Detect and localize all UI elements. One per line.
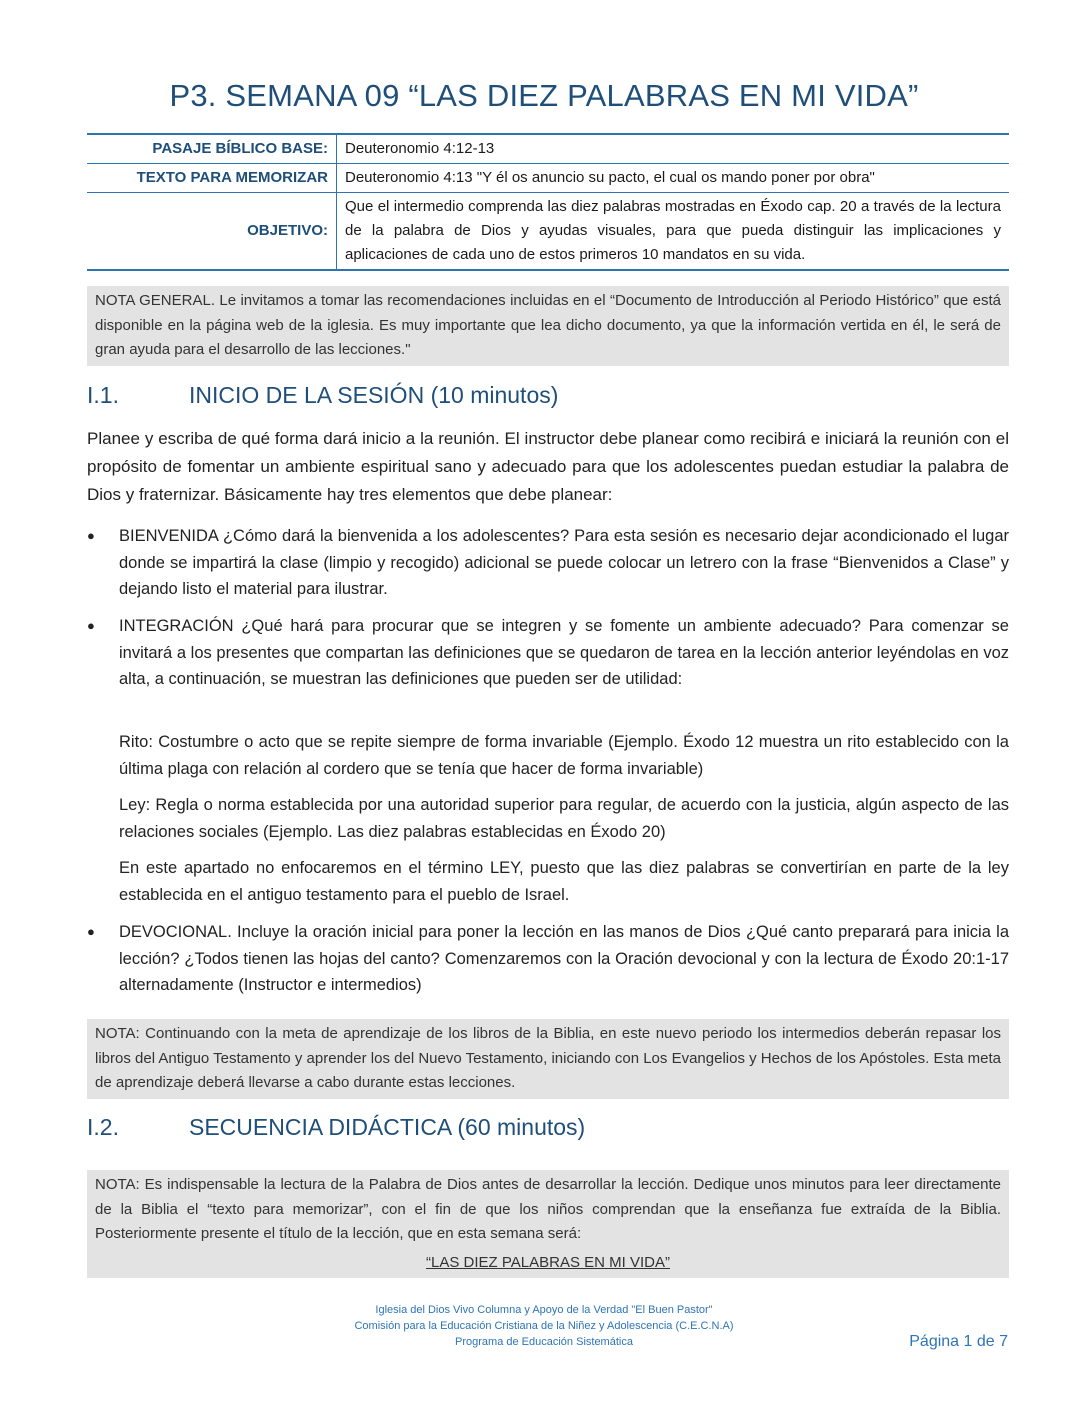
table-row: [87, 193, 1009, 271]
bullet-devotional: DEVOCIONAL. Incluye la oración inicial para poner la lección en las manos de Dios ¿Qué canto preparará para inicia la lección? ¿Todos tienen las hojas del canto? Comenzaremos con la Oración devocional y con la lectura de Éxodo 20:1-17 alternadamente (Instructor e intermedios): [119, 923, 1009, 994]
definition-term: Rito: [119, 733, 149, 751]
general-note: NOTA GENERAL. Le invitamos a tomar las recomendaciones incluidas en el “Documento de Introducción al Periodo Histórico” que está disponible en la página web de la iglesia. Es muy importante que lea dicho documento, ya que la información vertida en él, le será de gran ayuda para el desarrollo de las lecciones.": [87, 286, 1009, 366]
table-row: [87, 164, 1009, 193]
section-title: SECUENCIA DIDÁCTICA (60 minutos): [189, 1114, 586, 1140]
page-number: Página 1 de 7: [909, 1333, 1008, 1350]
bullet-welcome: BIENVENIDA ¿Cómo dará la bienvenida a los adolescentes? Para esta sesión es necesario dejar acondicionado el lugar donde se impartirá la clase (limpio y recogido) adicional se puede colocar un letrero con la frase “Bienvenidos a Clase” y dejando listo el material para ilustrar.: [119, 527, 1009, 598]
bullet-icon: ●: [87, 618, 95, 633]
section-number: I.1.: [87, 382, 119, 408]
page-title: P3. SEMANA 09 “LAS DIEZ PALABRAS EN MI VIDA”: [169, 78, 919, 113]
definition-text: : Regla o norma establecida por una autoridad superior para regular, de acuerdo con la justicia, algún aspecto de las relaciones sociales (Ejemplo. Las diez palabras establecidas en Éxodo 20): [119, 796, 1009, 841]
books-note: NOTA: Continuando con la meta de aprendizaje de los libros de la Biblia, en este nuevo periodo los intermedios deberán repasar los libros del Antiguo Testamento y aprender los del Nuevo Testamento, iniciando con Los Evangelios y Hechos de los Apóstoles. Esta meta de aprendizaje deberá llevarse a cabo durante estas lecciones.: [87, 1019, 1009, 1099]
bullet-icon: ●: [87, 924, 95, 939]
table-row: [87, 134, 1009, 164]
lesson-title: “LAS DIEZ PALABRAS EN MI VIDA”: [426, 1253, 670, 1271]
focus-paragraph: En este apartado no enfocaremos en el término LEY, puesto que las diez palabras se convertirían en parte de la ley establecida en el antiguo testamento para el pueblo de Israel.: [119, 859, 1009, 904]
bullet-icon: ●: [87, 528, 95, 543]
section-heading-2: [87, 1114, 585, 1141]
section-number: I.2.: [87, 1114, 119, 1140]
definition-ley: [119, 792, 1009, 845]
list-item: [87, 613, 1009, 693]
list-item: [87, 919, 1009, 999]
info-value-passage: Deuteronomio 4:12-13: [345, 140, 495, 157]
footer-line: Programa de Educación Sistemática: [455, 1336, 633, 1348]
list-item: [87, 523, 1009, 603]
info-label-memorize: TEXTO PARA MEMORIZAR: [87, 164, 337, 193]
section-heading-1: [87, 382, 558, 409]
definition-term: Ley: [119, 796, 146, 814]
bullet-integration: INTEGRACIÓN ¿Qué hará para procurar que se integren y se fomente un ambiente adecuado? Para comenzar se invitará a los presentes que compartan las definiciones que se quedaron de tarea en la lección anterior leyéndolas en voz alta, a continuación, se muestran las definiciones que pueden ser de utilidad:: [119, 617, 1009, 688]
info-value-objective: Que el intermedio comprenda las diez palabras mostradas en Éxodo cap. 20 a través de la lectura de la palabra de Dios y ayudas visuales, para que pueda distinguir las implicaciones y aplicaciones de cada uno de estos primeros 10 mandatos en su vida.: [345, 198, 1001, 263]
info-value-memorize: Deuteronomio 4:13 "Y él os anuncio su pacto, el cual os mando poner por obra": [345, 169, 875, 186]
intro-paragraph: Planee y escriba de qué forma dará inicio a la reunión. El instructor debe planear como recibirá e iniciará la reunión con el propósito de fomentar un ambiente espiritual sano y adecuado para que los adolescentes puedan estudiar la palabra de Dios y fraternizar. Básicamente hay tres elementos que debe planear:: [87, 429, 1009, 504]
footer-line: Comisión para la Educación Cristiana de la Niñez y Adolescencia (C.E.C.N.A): [354, 1320, 734, 1332]
reading-note-text: NOTA: Es indispensable la lectura de la Palabra de Dios antes de desarrollar la lección. Dedique unos minutos para leer directamente de la Biblia el “texto para memorizar”, con el fin de que los niños comprendan que la enseñanza fue extraída de la Biblia. Posteriormente presente el título de la lección, que en esta semana será:: [95, 1176, 1001, 1242]
reading-note: [87, 1170, 1009, 1278]
info-label-passage: PASAJE BÍBLICO BASE:: [87, 134, 337, 164]
footer-line: Iglesia del Dios Vivo Columna y Apoyo de la Verdad "El Buen Pastor": [375, 1304, 713, 1316]
definition-text: : Costumbre o acto que se repite siempre de forma invariable (Ejemplo. Éxodo 12 muestra un rito establecido con la última plaga con relación al cordero que se tenía que hacer de forma invariable): [119, 733, 1009, 778]
definition-rito: [119, 729, 1009, 782]
section-title: INICIO DE LA SESIÓN (10 minutos): [189, 382, 559, 408]
info-label-objective: OBJETIVO:: [87, 193, 337, 271]
lesson-info-table: [87, 133, 1009, 271]
